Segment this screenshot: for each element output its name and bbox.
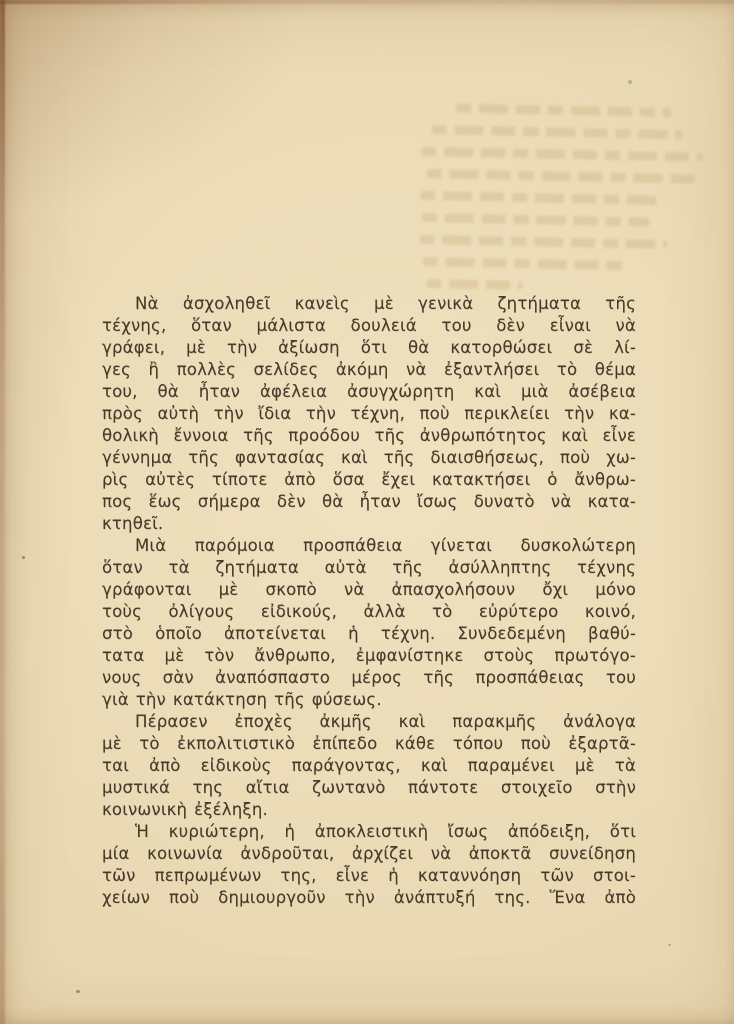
- text-line: του, θὰ ἦταν ἀφέλεια ἀσυγχώρητη καὶ μιὰ ἀσέβεια: [102, 382, 636, 401]
- paper-speck: [628, 80, 632, 84]
- text-line: γράφονται μὲ σκοπὸ νὰ ἀπασχολήσουν ὄχι μόνο: [102, 580, 636, 599]
- text-line: ρὶς αὐτὲς τίποτε ἀπὸ ὅσα ἔχει κατακτήσει ὁ ἄνθρω-: [102, 470, 636, 489]
- text-line: Πέρασεν ἐποχὲς ἀκμῆς καὶ παρακμῆς ἀνάλογα: [135, 712, 636, 731]
- paper-speck: [668, 944, 671, 946]
- text-line: τοὺς ὀλίγους εἰδικούς, ἀλλὰ τὸ εὐρύτερο κοινό,: [102, 602, 636, 621]
- text-line: μυστικά της αἴτια ζωντανὸ πάντοτε στοιχεῖο στὴν: [102, 778, 636, 797]
- bleedthrough-row: [420, 191, 664, 205]
- page-edge-left: [0, 0, 5, 1024]
- bleedthrough-row: [421, 147, 703, 162]
- text-line: Νὰ ἀσχοληθεῖ κανεὶς μὲ γενικὰ ζητήματα τῆς: [135, 294, 636, 313]
- text-line: γέννημα τῆς φαντασίας καὶ τῆς διαισθήσεως, ποὺ χω-: [102, 448, 636, 467]
- bleedthrough-row: [456, 104, 672, 118]
- text-line: κτηθεῖ.: [102, 514, 164, 533]
- text-line: τῶν πεπρωμένων της, εἶνε ἡ καταννόηση τῶν στοι-: [102, 866, 636, 885]
- paragraph: [102, 535, 636, 711]
- text-line: ὅταν τὰ ζητήματα αὐτὰ τῆς ἀσύλληπτης τέχνης: [102, 558, 636, 577]
- text-line: Ἡ κυριώτερη, ἡ ἀποκλειστικὴ ἴσως ἀπόδειξη, ὅτι: [135, 822, 636, 841]
- text-line: μὲ τὸ ἐκπολιτιστικὸ ἐπίπεδο κάθε τόπου ποὺ ἐξαρτᾶ-: [102, 734, 636, 753]
- text-line: ται ἀπὸ εἰδικοὺς παράγοντας, καὶ παραμένει μὲ τὰ: [102, 756, 636, 775]
- bleedthrough-row: [426, 279, 522, 290]
- bleedthrough-row: [423, 257, 629, 270]
- bleedthrough-row: [419, 235, 667, 249]
- text-line: τέχνης, ὅταν μάλιστα δουλειά του δὲν εἶναι νὰ: [102, 316, 636, 335]
- bleedthrough-row: [426, 169, 702, 184]
- page-edge-top: [0, 0, 734, 4]
- text-line: πρὸς αὐτὴ τὴν ἴδια τὴν τέχνη, ποὺ περικλείει τὴν κα-: [102, 404, 636, 423]
- text-line: πος ἕως σήμερα δὲν θὰ ἦταν ἴσως δυνατὸ νὰ κατα-: [102, 492, 636, 511]
- paragraph: [102, 293, 636, 535]
- paper-speck: [505, 900, 508, 903]
- paragraph: [102, 821, 636, 909]
- page-text: [102, 293, 636, 909]
- text-line: νους σὰν ἀναπόσπαστο μέρος τῆς προσπάθειας του: [102, 668, 636, 687]
- text-line: μία κοινωνία ἀνδροῦται, ἀρχίζει νὰ ἀποκτᾶ συνείδηση: [102, 844, 636, 863]
- text-line: κοινωνικὴ ἐξέληξη.: [102, 800, 268, 819]
- text-line: γιὰ τὴν κατάκτηση τῆς φύσεως.: [102, 690, 382, 709]
- bleedthrough-row: [422, 213, 650, 227]
- text-line: Μιὰ παρόμοια προσπάθεια γίνεται δυσκολώτερη: [135, 536, 636, 555]
- paragraph: [102, 711, 636, 821]
- paper-speck: [22, 556, 25, 559]
- print-bleedthrough: [418, 103, 722, 299]
- text-line: γράφει, μὲ τὴν ἀξίωση ὅτι θὰ κατορθώσει σὲ λί-: [102, 338, 636, 357]
- paper-speck: [76, 990, 80, 993]
- text-line: γες ἢ πολλὲς σελίδες ἀκόμη νὰ ἐξαντλήσει τὸ θέμα: [102, 360, 636, 379]
- text-line: τατα μὲ τὸν ἄνθρωπο, ἐμφανίστηκε στοὺς πρωτόγο-: [102, 646, 636, 665]
- text-line: στὸ ὁποῖο ἀποτείνεται ἡ τέχνη. Συνδεδεμένη βαθύ-: [102, 624, 636, 643]
- text-line: χείων ποὺ δημιουργοῦν τὴν ἀνάπτυξή της. Ἕνα ἀπὸ: [102, 888, 636, 907]
- bleedthrough-row: [431, 125, 683, 139]
- text-line: θολικὴ ἔννοια τῆς προόδου τῆς ἀνθρωπότητος καὶ εἶνε: [102, 426, 636, 445]
